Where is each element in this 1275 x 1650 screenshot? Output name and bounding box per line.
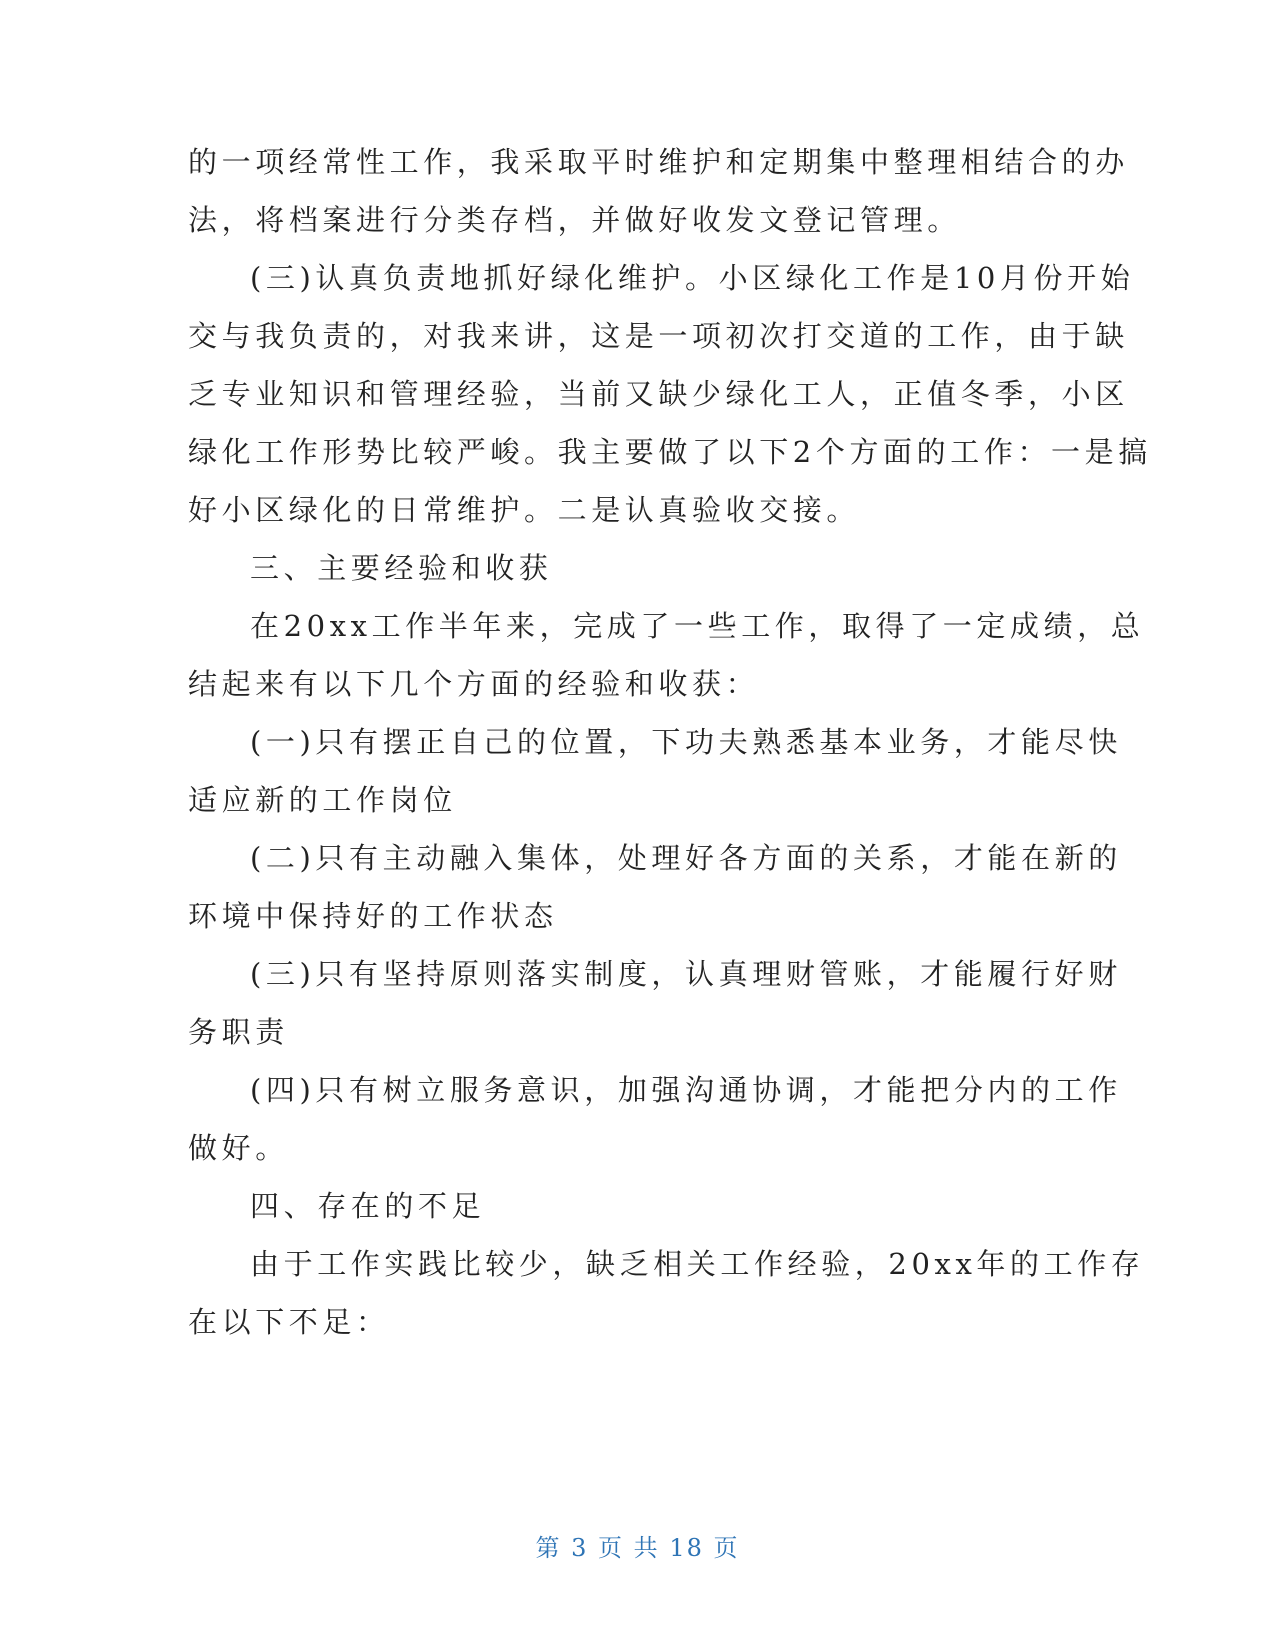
paragraph-line: 乏专业知识和管理经验，当前又缺少绿化工人，正值冬季，小区: [188, 377, 1129, 411]
paragraph-line: 绿化工作形势比较严峻。我主要做了以下2个方面的工作：一是搞: [188, 435, 1152, 469]
paragraph-line: 的一项经常性工作，我采取平时维护和定期集中整理相结合的办: [188, 145, 1129, 179]
paragraph-line: (三)认真负责地抓好绿化维护。小区绿化工作是10月份开始: [250, 261, 1135, 295]
paragraph-line: 在以下不足：: [188, 1305, 390, 1339]
paragraph-line: (一)只有摆正自己的位置，下功夫熟悉基本业务，才能尽快: [250, 725, 1122, 759]
paragraph-line: 做好。: [188, 1131, 289, 1165]
footer-suffix: 页: [713, 1534, 740, 1562]
paragraph-line: 由于工作实践比较少，缺乏相关工作经验，20xx年的工作存: [250, 1247, 1145, 1281]
page-number-footer: [0, 1528, 1275, 1563]
paragraph-line: (四)只有树立服务意识，加强沟通协调，才能把分内的工作: [250, 1073, 1122, 1107]
current-page-number: 3: [571, 1534, 589, 1562]
paragraph-line: 好小区绿化的日常维护。二是认真验收交接。: [188, 493, 861, 527]
paragraph-line: 交与我负责的，对我来讲，这是一项初次打交道的工作，由于缺: [188, 319, 1129, 353]
paragraph-line: 务职责: [188, 1015, 289, 1049]
paragraph-line: 适应新的工作岗位: [188, 783, 457, 817]
paragraph-line: 在20xx工作半年来，完成了一些工作，取得了一定成绩，总: [250, 609, 1145, 643]
footer-prefix: 第: [535, 1534, 562, 1562]
paragraph-line: (三)只有坚持原则落实制度，认真理财管账，才能履行好财: [250, 957, 1122, 991]
paragraph-line: 法，将档案进行分类存档，并做好收发文登记管理。: [188, 203, 961, 237]
section-heading: 四、存在的不足: [250, 1189, 486, 1223]
footer-middle: 页 共: [598, 1534, 660, 1562]
section-heading: 三、主要经验和收获: [250, 551, 553, 585]
paragraph-line: (二)只有主动融入集体，处理好各方面的关系，才能在新的: [250, 841, 1122, 875]
total-page-count: 18: [669, 1534, 704, 1562]
paragraph-line: 环境中保持好的工作状态: [188, 899, 558, 933]
paragraph-line: 结起来有以下几个方面的经验和收获：: [188, 667, 760, 701]
